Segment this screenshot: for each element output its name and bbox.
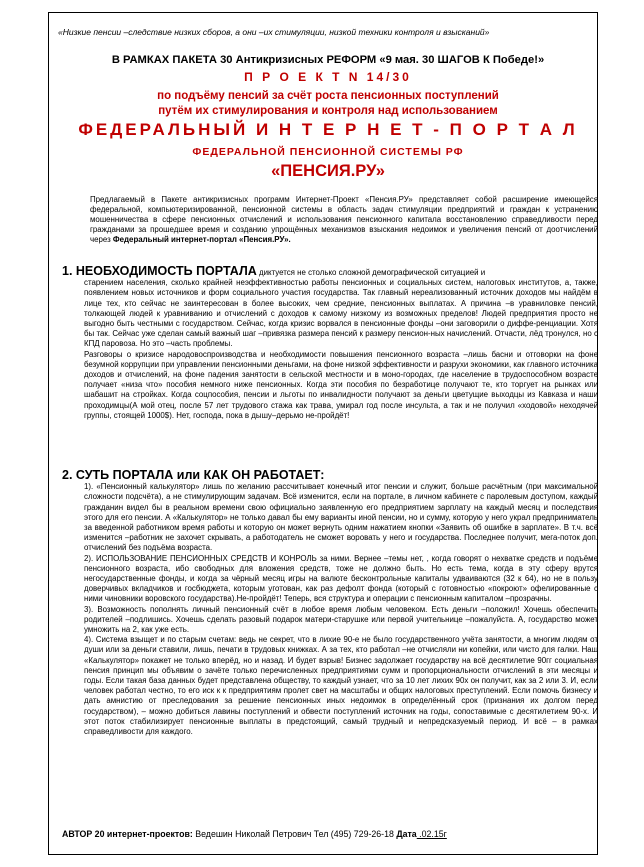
footer-date-label: Дата — [396, 829, 417, 839]
header-line-package: В РАМКАХ ПАКЕТА 30 Антикризисных РЕФОРМ «9 мая. 30 ШАГОВ К Победе!» — [111, 54, 545, 66]
section1-text2: Разговоры о кризисе народовоспроизводства и необходимости повышения пенсионного возраста –лишь басни и отговорки на фоне безумной коррупции при управлении пенсионными деньгами, на фоне низкой эффективности и разрухи экономики, как главного источника доходов и отчислений, на фоне падения занятости в сельской местности и в моно-городах, где население в трудоспособном возрасте получает «низа что» пособия немного ниже пенсионных. Когда эти пособия по безработице получают те, кто торгует на рынках или шабашит на стройках. Когда соцпособия, пенсии и льготы по инвалидности получают за деньги цветущие выходцы из Кавказа и наши проходимцы(А мой отец, после 57 лет трудового стажа как трава, умирал год после инсульта, а так и не получил «ходовой» неходячей группы, стоящей 1000$). Нет, господа, пока в дышу–дерьмо не-пройдёт! — [84, 349, 598, 420]
header-purpose-line1: по подъёму пенсий за счёт роста пенсионных поступлений — [157, 90, 499, 102]
section2-point3: 3). Возможность пополнять личный пенсионный счёт в любое время любым человеком. Есть деньги –положил! Хочешь обеспечить родителей –подлишись. Хочешь сделать разовый подарок матери-старушке или первой учительнице –пожалуйста. А, государство может умножить на 2, как уже есть. — [84, 604, 598, 635]
slogan: «Низкие пенсии –следствие низких сборов, а они –их стимуляции, низкой техники контроля и взысканий» — [58, 27, 490, 37]
section1-lead: диктуется не столько сложной демографической ситуацией и — [256, 268, 486, 277]
section2-point2: 2). ИСПОЛЬЗОВАНИЕ ПЕНСИОННЫХ СРЕДСТВ И КОНРОЛЬ за ними. Вернее –темы нет, , когда говорят о нехватке средств и подъёме пенсионного возраста, ибо свободных для вложения средств, тоже не должно быть. Но есть тема, когда в эту сферу врутся негосударственные фонды, и когда за чёрный месяц игры на валюте бесконтрольные капиталы удваиваются (32 к 64), но не в пользу доверчивых вкладчиков и госбюджета, которым уготован, как раз дефолт фонда (который с готовностью «покроют» офелированные с ними чиновники воровского государства).Не-пройдёт! Теперь, вся структура и операции с пенсионным капиталом –прозрачны. — [84, 553, 598, 604]
footer-date-value: .02.15г — [416, 829, 447, 839]
intro-bold: Федеральный интернет-портал «Пенсия.РУ». — [112, 235, 291, 244]
footer — [62, 829, 598, 839]
section1-title: 1. НЕОБХОДИМОСТЬ ПОРТАЛА — [62, 264, 257, 278]
section2-title: 2. СУТЬ ПОРТАЛА или КАК ОН РАБОТАЕТ: — [62, 468, 325, 482]
section2-point4: 4). Система взыщет и по старым счетам: ведь не секрет, что в лихие 90-е не было государственного учёта занятости, а многим людям от души или за деньги ставили, лишь, печати в трудовых книжках. А за тех, кто работал –не отчисляли ни копейки, или чисто для галки. Наш «Калькулятор» покажет не только вперёд, но и назад. И будет взрыв! Бизнес задолжает государству на всё десятилетие 90гг социальная пенсия принцип мы объявим о зачёте только перечисленных предприятиями сумм и пропорциональности отчислений в эти месяцы и годы. Если такая база данных будет представлена обществу, то каждый узнает, что за 10 лет лихих 90х он получит, как за 2 или 3. И, если человек работал честно, то его иск к к предприятиям пролет свет на масштабы и общих налоговых преступлений. Если помочь бизнесу и дать амнистию от преследования за решение пенсионных иных недоимок в определённый срок (признания их долгом перед государством), – можно добиться лавины поступлений и обвести поступлений источник на годы, сопоставимые с десятилетием 90-х. И этот поток стабилизирует пенсионные выплаты в предстоящий, самый трудный и непредсказуемый период. И всё – в рамках справедливости для каждого. — [84, 635, 598, 737]
intro-text: Предлагаемый в Пакете антикризисных программ Интернет-Проект «Пенсия.РУ» представляет собой расширение имеющейся федеральной, компьютеризированной, пенсионной системы в область задач стимуляции предприятий и граждан к устранению мошенничества в сфере пенсионных отчислений и использования пенсионного капитала восстановлению справедливости перед гражданами за прошедшее время и созданию упрощённых механизмов взыскания недоимок и увеличения пенсий от доотчислений через — [90, 195, 598, 244]
footer-author: Ведешин Николай Петрович Тел (495) 729-26-18 — [192, 829, 397, 839]
footer-author-label: АВТОР 20 интернет-проектов: — [62, 829, 193, 839]
section1-text: старением населения, сколько крайней неэффективностью работы пенсионных и социальных систем, налоговых институтов, а, также, появлением новых источников и форм социального участия государства. Так главный нереализованный источник доходов мы найдём в лице тех, кто сейчас не заинтересован в более высоких, чем средние, пенсионных выплатах. А причина –в уравниловке пенсий, толкающей людей к уравниванию и отчислений с доходов к самому низкому из возможных пределов! Людей предприятия просто не выгодно быть честными с государством. Сейчас, когда кризис ворвался в пенсионные фонды –они заговорили о диффе-ренциации. Хотя бы так. Сейчас уже сделан самый важный шаг –привязка размера пенсий к размеру пенсион-ных начислений. Отчасти, лёд тронулся, но с КПД паровоза. Но это –часть проблемы. — [84, 278, 598, 349]
header-system-subtitle: ФЕДЕРАЛЬНОЙ ПЕНСИОННОЙ СИСТЕМЫ РФ — [192, 146, 464, 158]
header-project-number: П Р О Е К Т N 14/30 — [244, 70, 412, 84]
section2-point1: 1). «Пенсионный калькулятор» лишь по желанию рассчитывает конечный итог пенсии и служит, больше расчётным (при максимальной сложности подсчёта), а не стимулирующим задачам. Всё изменится, если на портале, в личном кабинете с паролевым доступом, каждый гражданин видел бы в реальном времени свою официально заявленную его предприятием зарплату на каждый месяц и последствия этого для его пенсии. А «Калькулятор» не только давал бы ему варианты иной пенсии, но и сумму, которую у него украл предприниматель за введенной работником время работы и которую он может вернуть одним нажатием кнопки «Заявить об ошибке в зарплате». В т.ч. всё изменится –работник не захочет скрывать, а работодатель не сможет воровать у него и государства. Последнее получит, мега-поток доп. отчислений без подъёма возраста. — [84, 482, 598, 553]
header-purpose-line2: путём их стимулирования и контроля над использованием — [158, 105, 498, 117]
header-portal-title: ФЕДЕРАЛЬНЫЙ И Н Т Е Р Н Е Т - П О Р Т А Л — [78, 120, 578, 139]
section-necessity — [62, 266, 598, 421]
header-portal-name: «ПЕНСИЯ.РУ» — [271, 162, 385, 180]
section-how-it-works — [62, 470, 598, 737]
intro-paragraph — [90, 195, 598, 245]
